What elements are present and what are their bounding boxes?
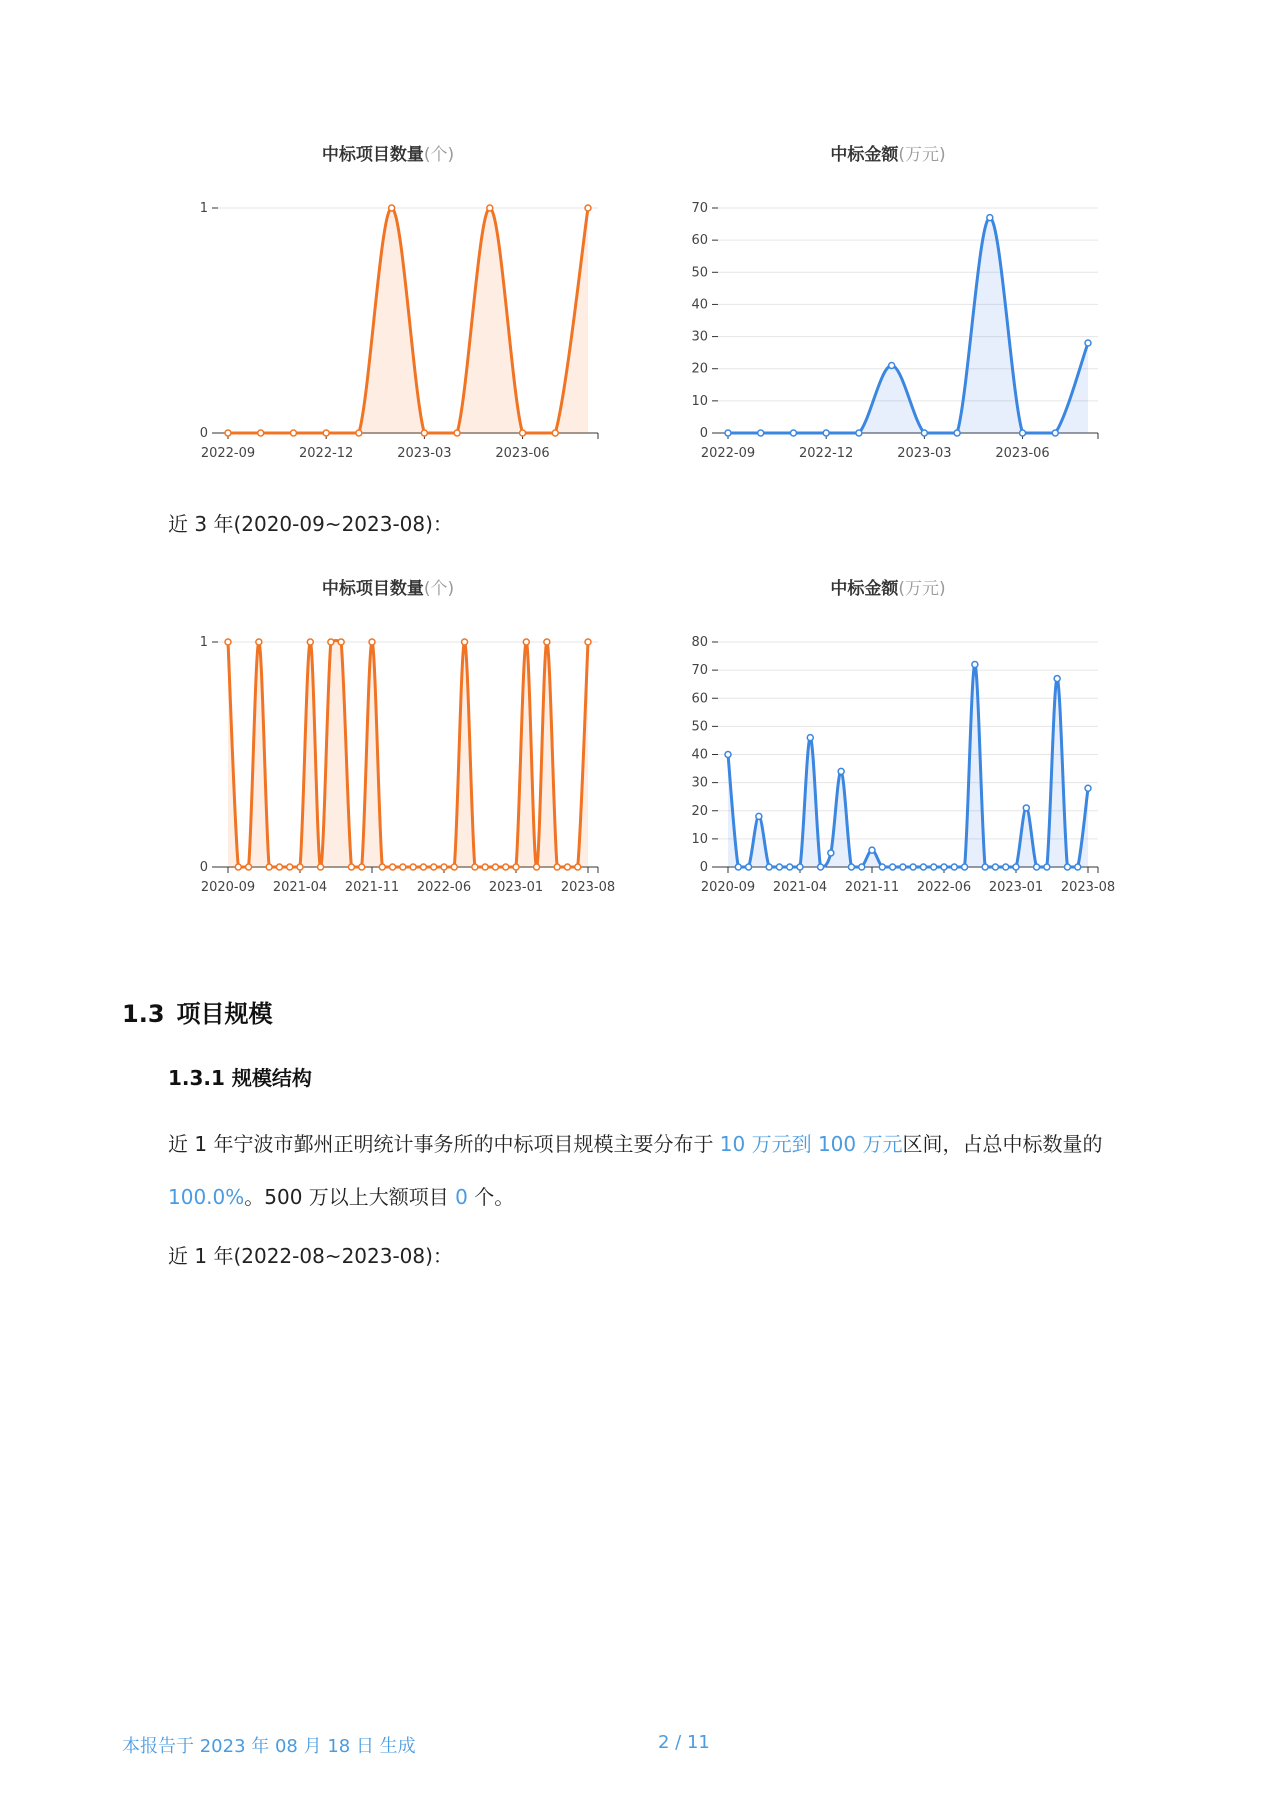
x-tick-label: 2023-03 (397, 446, 452, 461)
data-point (482, 864, 488, 870)
chart-svg (158, 128, 618, 488)
x-tick-label: 2020-09 (700, 880, 756, 895)
y-tick-label: 50 (691, 265, 708, 281)
x-tick-label: 2022-09 (700, 446, 756, 461)
data-point (431, 864, 437, 870)
chart-title-text: 中标项目数量 (321, 145, 424, 165)
chart-bid-amount-3y (658, 562, 1118, 922)
data-point (318, 864, 324, 870)
x-tick-label: 2023-08 (560, 880, 616, 895)
data-point (1085, 785, 1091, 791)
data-point (256, 639, 262, 645)
y-tick-label: 30 (691, 775, 708, 791)
data-point (1003, 864, 1009, 870)
data-point (818, 864, 824, 870)
y-tick-label: 70 (691, 201, 708, 216)
data-point (441, 864, 447, 870)
chart-title-text: 中标项目数量 (321, 579, 424, 599)
data-point (941, 864, 947, 870)
data-point (276, 864, 282, 870)
data-point (1052, 430, 1058, 436)
x-tick-label: 2022-12 (799, 446, 854, 461)
data-point (585, 205, 591, 211)
data-point (890, 864, 896, 870)
footer-page-number: 2 / 11 (658, 1732, 710, 1753)
chart-bid-count-3y (158, 562, 618, 922)
x-tick-label: 2021-04 (772, 880, 828, 895)
y-tick-label: 0 (199, 426, 208, 441)
data-point (520, 430, 526, 436)
data-point (287, 864, 293, 870)
footer-generated-date: 本报告于 2023 年 08 月 18 日 生成 (122, 1736, 416, 1757)
x-tick-label: 2023-03 (897, 446, 952, 461)
para-highlight-count: 0 (455, 1185, 468, 1209)
para-highlight-percent: 100.0% (168, 1185, 245, 1209)
data-point (921, 430, 927, 436)
data-point (859, 864, 865, 870)
data-point (225, 430, 231, 436)
subsection-heading: 1.3.1 规模结构 (168, 1066, 312, 1090)
data-point (735, 864, 741, 870)
data-point (564, 864, 570, 870)
data-point (1075, 864, 1081, 870)
data-point (1013, 864, 1019, 870)
data-point (982, 864, 988, 870)
data-point (889, 363, 895, 369)
chart-bid-count-1y (158, 128, 618, 488)
x-tick-label: 2021-11 (344, 880, 400, 895)
x-tick-label: 2022-09 (200, 446, 256, 461)
data-point (258, 430, 264, 436)
data-point (756, 813, 762, 819)
x-tick-label: 2023-08 (1060, 880, 1116, 895)
data-point (369, 639, 375, 645)
x-tick-label: 2023-06 (995, 446, 1050, 461)
x-tick-label: 2021-11 (844, 880, 900, 895)
series-area (728, 665, 1088, 868)
data-point (472, 864, 478, 870)
x-tick-label: 2023-06 (495, 446, 550, 461)
data-point (992, 864, 998, 870)
y-tick-label: 10 (691, 393, 708, 409)
chart-svg (158, 562, 618, 922)
data-point (1064, 864, 1070, 870)
x-tick-label: 2022-12 (299, 446, 354, 461)
data-point (400, 864, 406, 870)
data-point (359, 864, 365, 870)
y-tick-label: 10 (691, 831, 708, 847)
data-point (356, 430, 362, 436)
chart-title-text: 中标金额 (830, 579, 899, 599)
para-text-4: 个。 (467, 1185, 515, 1209)
data-point (575, 864, 581, 870)
chart-title-unit: (万元) (898, 145, 946, 165)
y-tick-label: 40 (691, 747, 708, 763)
data-point (879, 864, 885, 870)
data-point (379, 864, 385, 870)
y-tick-label: 80 (691, 635, 708, 650)
data-point (297, 864, 303, 870)
chart-svg (658, 128, 1118, 488)
data-point (523, 639, 529, 645)
chart-svg (658, 562, 1118, 922)
data-point (910, 864, 916, 870)
y-tick-label: 20 (691, 803, 708, 819)
data-point (931, 864, 937, 870)
y-tick-label: 60 (691, 233, 708, 249)
data-point (828, 850, 834, 856)
data-point (462, 639, 468, 645)
data-point (290, 430, 296, 436)
para-text-3: 。500 万以上大额项目 (244, 1185, 456, 1209)
data-point (807, 735, 813, 741)
data-point (534, 864, 540, 870)
y-tick-label: 0 (199, 860, 208, 875)
data-point (552, 430, 558, 436)
data-point (797, 864, 803, 870)
data-point (869, 847, 875, 853)
data-point (225, 639, 231, 645)
data-point (776, 864, 782, 870)
data-point (766, 864, 772, 870)
para-text-2: 区间，占总中标数量的 (902, 1132, 1103, 1156)
period-3y-label: 近 3 年(2020-09~2023-08)： (168, 512, 453, 536)
chart-title (322, 144, 454, 165)
data-point (951, 864, 957, 870)
y-tick-label: 40 (691, 297, 708, 313)
data-point (503, 864, 509, 870)
chart-bid-amount-1y (658, 128, 1118, 488)
data-point (758, 430, 764, 436)
y-tick-label: 50 (691, 719, 708, 735)
chart-title (322, 578, 454, 599)
data-point (554, 864, 560, 870)
chart-title-unit: (个) (423, 579, 455, 599)
data-point (790, 430, 796, 436)
section-title: 项目规模 (176, 1000, 273, 1028)
data-point (390, 864, 396, 870)
data-point (513, 864, 519, 870)
chart-title (830, 578, 945, 599)
data-point (900, 864, 906, 870)
series-line (228, 641, 588, 868)
data-point (585, 639, 591, 645)
data-point (348, 864, 354, 870)
y-tick-label: 70 (691, 663, 708, 679)
data-point (451, 864, 457, 870)
para-highlight-range: 10 万元到 100 万元 (719, 1132, 903, 1156)
x-tick-label: 2022-06 (916, 880, 972, 895)
data-point (487, 205, 493, 211)
data-point (1034, 864, 1040, 870)
data-point (725, 430, 731, 436)
x-tick-label: 2023-01 (488, 880, 544, 895)
y-tick-label: 1 (199, 201, 208, 216)
data-point (421, 430, 427, 436)
data-point (954, 430, 960, 436)
section-heading (122, 994, 273, 1029)
data-point (389, 205, 395, 211)
section-number: 1.3 (122, 1000, 165, 1028)
data-point (235, 864, 241, 870)
x-tick-label: 2021-04 (272, 880, 328, 895)
para-text-1: 近 1 年宁波市鄞州正明统计事务所的中标项目规模主要分布于 (168, 1132, 720, 1156)
chart-title-unit: (个) (423, 145, 455, 165)
data-point (746, 864, 752, 870)
x-tick-label: 2022-06 (416, 880, 472, 895)
scale-paragraph (168, 1118, 1168, 1224)
period-1y-label: 近 1 年(2022-08~2023-08)： (168, 1244, 453, 1268)
y-tick-label: 0 (699, 860, 708, 875)
data-point (856, 430, 862, 436)
y-tick-label: 0 (699, 426, 708, 441)
data-point (972, 662, 978, 668)
data-point (246, 864, 252, 870)
data-point (1054, 676, 1060, 682)
data-point (323, 430, 329, 436)
data-point (838, 768, 844, 774)
data-point (1044, 864, 1050, 870)
y-tick-label: 1 (199, 635, 208, 650)
data-point (1020, 430, 1026, 436)
y-tick-label: 20 (691, 361, 708, 377)
data-point (410, 864, 416, 870)
x-tick-label: 2020-09 (200, 880, 256, 895)
data-point (848, 864, 854, 870)
data-point (725, 752, 731, 758)
data-point (307, 639, 313, 645)
x-tick-label: 2023-01 (988, 880, 1044, 895)
data-point (962, 864, 968, 870)
data-point (1085, 340, 1091, 346)
data-point (492, 864, 498, 870)
data-point (1023, 805, 1029, 811)
data-point (454, 430, 460, 436)
data-point (420, 864, 426, 870)
y-tick-label: 60 (691, 691, 708, 707)
data-point (328, 639, 334, 645)
data-point (266, 864, 272, 870)
data-point (823, 430, 829, 436)
data-point (987, 215, 993, 221)
data-point (920, 864, 926, 870)
chart-title-unit: (万元) (898, 579, 946, 599)
series-line (728, 665, 1088, 868)
chart-title-text: 中标金额 (830, 145, 899, 165)
data-point (338, 639, 344, 645)
y-tick-label: 30 (691, 329, 708, 345)
data-point (787, 864, 793, 870)
chart-title (830, 144, 945, 165)
data-point (544, 639, 550, 645)
